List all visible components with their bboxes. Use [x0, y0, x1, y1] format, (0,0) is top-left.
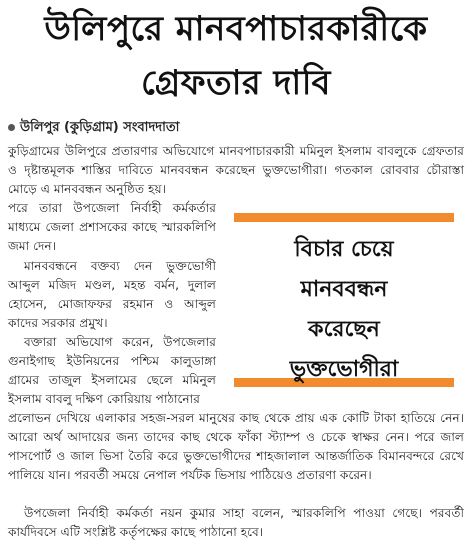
- paragraph-official-statement: উপজেলা নির্বাহী কর্মকর্তা নয়ন কুমার সাহা বলেন, স্মারকলিপি পাওয়া গেছে। পরবর্তী কার্যদিবসে এটি সংশ্লিষ্ট কর্তৃপক্ষের কাছে পাঠানো হবে।: [8, 506, 464, 539]
- byline: [8, 118, 179, 139]
- pull-quote-box: [234, 213, 454, 387]
- headline-line-1: উলিপুরে মানবপাচারকারীকে: [44, 9, 428, 49]
- headline-line-2: গ্রেফতার দাবি: [141, 63, 331, 103]
- paragraph-intro-continued: পরে তারা উপজেলা নির্বাহী কর্মকর্তার মাধ্যমে জেলা প্রশাসকের কাছে স্মারকলিপি জমা দেন।: [8, 201, 216, 253]
- pull-quote-line-3: করেছেন: [308, 317, 380, 342]
- paragraph-intro: কুড়িগ্রামের উলিপুরে প্রতারণার অভিযোগে মানবপাচারকারী মমিনুল ইসলাম বাবলুকে গ্রেফতার ও দৃষ্টান্তমূলক শাস্তির দাবিতে মানববন্ধন করেছেন ভুক্তভোগীরা। গতকাল রোববার চৌরাস্তা মোড়ে এ মানববন্ধন অনুষ্ঠিত হয়।: [8, 144, 464, 196]
- pull-quote-line-4: ভুক্তভোগীরা: [289, 357, 399, 382]
- pull-quote-line-1: বিচার চেয়ে: [294, 237, 394, 262]
- byline-text: উলিপুর (কুড়িগ্রাম) সংবাদদাতা: [20, 120, 180, 135]
- pull-quote-line-2: মানববন্ধন: [300, 277, 388, 302]
- paragraph-speakers: মানববন্ধনে বক্তব্য দেন ভুক্তভোগী আব্দুল মজিদ মণ্ডল, মহন্ত বর্মন, দুলাল হোসেন, মোজাফফর রহমান ও আব্দুল কাদের সরকার প্রমুখ।: [8, 259, 216, 330]
- bullet-icon: [8, 124, 15, 131]
- paragraph-allegation-continued: প্রলোভন দেখিয়ে এলাকার সহজ-সরল মানুষের কাছ থেকে প্রায় এক কোটি টাকা হাতিয়ে নেন। আরো অর্থ আদায়ের জন্য তাদের কাছ থেকে ফাঁকা স্ট্যাম্প ও চেকে স্বাক্ষর নেন। পরে জাল পাসপোর্ট ও জাল ভিসা তৈরি করে ভুক্তভোগীদের শাহজালাল আন্তর্জাতিক বিমানবন্দরে রেখে পালিয়ে যান। পরবর্তী সময়ে নেপাল পর্যটক ভিসায় পাঠিয়েও প্রতারণা করেন।: [8, 411, 464, 482]
- paragraph-allegation: বক্তারা অভিযোগ করেন, উপজেলার গুনাইগাছ ইউনিয়নের পশ্চিম কালুডাঙ্গা গ্রামের তাজুল ইসলামের ছেলে মমিনুল ইসলাম বাবলু দক্ষিণ কোরিয়ায় পাঠানোর: [8, 335, 216, 406]
